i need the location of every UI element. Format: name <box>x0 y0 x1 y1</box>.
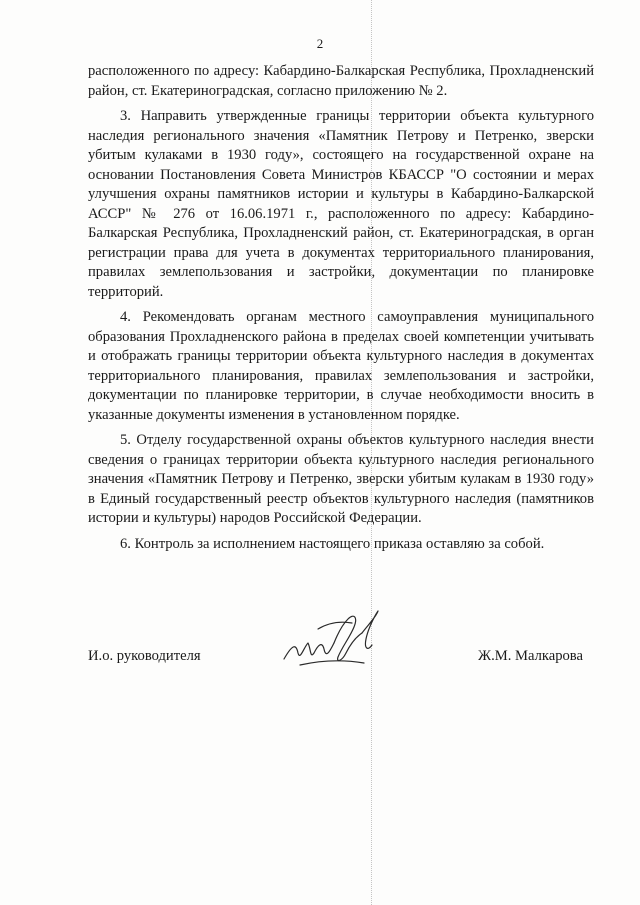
paragraph-6: 6. Контроль за исполнением настоящего приказа оставляю за собой. <box>120 535 545 552</box>
paragraph-continuation: расположенного по адресу: Кабардино-Балкарская Республика, Прохладненский район, ст. Екатериноградская, согласно приложению № 2. <box>88 63 594 99</box>
page-number: 2 <box>316 36 324 51</box>
signer-position: И.о. руководителя <box>88 648 201 664</box>
paragraph-4: 4. Рекомендовать органам местного самоуправления муниципального образования Прохладненского района в пределах своей компетенции учитывать и отображать границы территории объекта культурного наследия в документах территориального планирования, правилах землепользования и застройки, документации по планировке территории, в случае необходимости вносить в указанные документы изменения в установленном порядке. <box>88 309 594 423</box>
paragraph-3: 3. Направить утвержденные границы территории объекта культурного наследия регионального значения «Памятник Петрову и Петренко, зверски убитым кулаками в 1930 году», состоящего на государственной охране на основании Постановления Совета Министров КБАССР "О состоянии и мерах улучшения охраны памятников истории и культуры в Кабардино-Балкарской АССР" № 276 от 16.06.1971 г., расположенного по адресу: Кабардино-Балкарская Республика, Прохладненский район, ст. Екатериноградская, в орган регистрации права для учета в документах территориального планирования, правилах землепользования и застройки, документации по планировке территорий. <box>88 108 594 300</box>
handwritten-signature <box>278 603 384 675</box>
paragraph-5: 5. Отделу государственной охраны объектов культурного наследия внести сведения о границах территории объекта культурного наследия регионального значения «Памятник Петрову и Петренко, зверски убитым кулакам в 1930 году» в Единый государственный реестр объектов культурного наследия (памятников истории и культуры) народов Российской Федерации. <box>88 432 594 526</box>
order-text <box>88 62 594 560</box>
signer-name: Ж.М. Малкарова <box>478 648 583 664</box>
